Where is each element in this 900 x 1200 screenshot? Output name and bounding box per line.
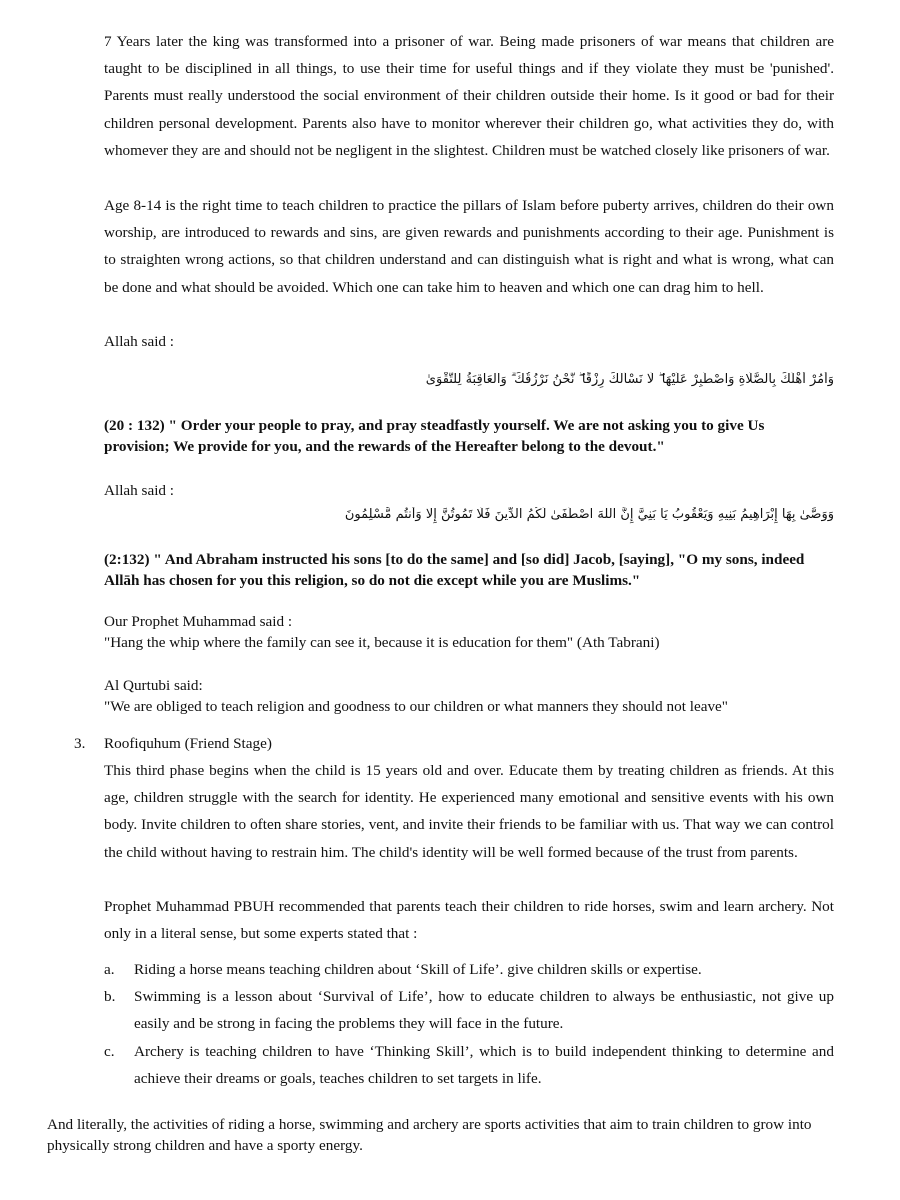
- closing-paragraph: And literally, the activities of riding a horse, swimming and archery are sports activities that aim to train children to grow into physically strong children and have a sporty energy.: [47, 1116, 812, 1154]
- allah-said-label-1: Allah said :: [104, 333, 175, 350]
- prophet-hadith: [104, 611, 844, 653]
- section-3-paragraph-2: Prophet Muhammad PBUH recommended that parents teach their children to ride horses, swim and learn archery. Not only in a literal sense, but some experts stated that :: [104, 898, 834, 943]
- list-item-a-text: Riding a horse means teaching children about ‘Skill of Life’. give children skills or expertise.: [134, 961, 702, 978]
- paragraph-prisoner-of-war: 7 Years later the king was transformed into a prisoner of war. Being made prisoners of war means that children are taught to be disciplined in all things, to use their time for useful things and if they violate they must be 'punished'. Parents must really understood the social environment of their children outside their home. Is it good or bad for their children personal development. Parents also have to monitor wherever their children go, what activities they do, with whomever they are and should not be negligent in the slightest. Children must be watched closely like prisoners of war.: [104, 33, 834, 159]
- translation-1-line-2: provision; We provide for you, and the rewards of the Hereafter belong to the devout.": [104, 438, 665, 455]
- list-item-b-text: Swimming is a lesson about ‘Survival of Life’, how to educate children to always be enthusiastic, not give up easily and be strong in facing the problems they will face in the future.: [134, 988, 834, 1033]
- paragraph-age-8-14: Age 8-14 is the right time to teach children to practice the pillars of Islam before puberty arrives, children do their own worship, are introduced to rewards and sins, are given rewards and punishments according to their age. Punishment is to straighten wrong actions, so that children understand and can distinguish what is right and what is wrong, what can be done and what should be avoided. Which one can take him to heaven and which one can drag him to hell.: [104, 197, 834, 296]
- list-item-a-marker: a.: [104, 961, 115, 978]
- prophet-quote: "Hang the whip where the family can see it, because it is education for them" (Ath Tabrani): [104, 634, 660, 651]
- list-item-c-marker: c.: [104, 1043, 115, 1060]
- translation-2-line-2: Allāh has chosen for you this religion, so do not die except while you are Muslims.": [104, 572, 641, 589]
- qurtubi-saying: [104, 675, 844, 717]
- translation-1-line-1: (20 : 132) " Order your people to pray, and pray steadfastly yourself. We are not asking you to give Us: [104, 417, 765, 434]
- qurtubi-heading: Al Qurtubi said:: [104, 677, 203, 694]
- list-item-b-marker: b.: [104, 988, 116, 1005]
- qurtubi-quote: "We are obliged to teach religion and goodness to our children or what manners they should not leave": [104, 698, 728, 715]
- quran-translation-1: [104, 415, 844, 457]
- quran-verse-arabic-1: وَأْمُرْ أَهْلَكَ بِالصَّلَاةِ وَاصْطَبِرْ عَلَيْهَا ۖ لَا نَسْأَلُكَ رِزْقًا ۖ نَّحْنُ نَرْزُقُكَ ۗ وَالْعَاقِبَةُ لِلتَّقْوَىٰ: [425, 372, 834, 387]
- quran-verse-arabic-2: وَوَصَّىٰ بِهَا إِبْرَاهِيمُ بَنِيهِ وَيَعْقُوبُ يَا بَنِيَّ إِنَّ اللَّهَ اصْطَفَىٰ لَكُمُ الدِّينَ فَلَا تَمُوتُنَّ إِلَّا وَأَنتُم مُّسْلِمُونَ: [344, 507, 834, 522]
- quran-translation-2: [104, 549, 844, 591]
- section-3-paragraph-1: This third phase begins when the child is 15 years old and over. Educate them by treating children as friends. At this age, children struggle with the search for identity. He experienced many emotional and sensitive events with his own body. Invite children to often share stories, vent, and invite their friends to be familiar with us. That way we can control the child without having to restrain him. The child's identity will be well formed because of the trust from parents.: [104, 762, 834, 861]
- section-3-title: Roofiquhum (Friend Stage): [104, 735, 272, 752]
- allah-said-label-2: Allah said :: [104, 482, 175, 499]
- section-3-number: 3.: [74, 735, 86, 752]
- translation-2-line-1: (2:132) " And Abraham instructed his sons [to do the same] and [so did] Jacob, [saying], "O my sons, indeed: [104, 551, 805, 568]
- prophet-heading: Our Prophet Muhammad said :: [104, 613, 293, 630]
- list-item-c-text: Archery is teaching children to have ‘Thinking Skill’, which is to build independent thinking to determine and achieve their dreams or goals, teaches children to set targets in life.: [134, 1043, 834, 1088]
